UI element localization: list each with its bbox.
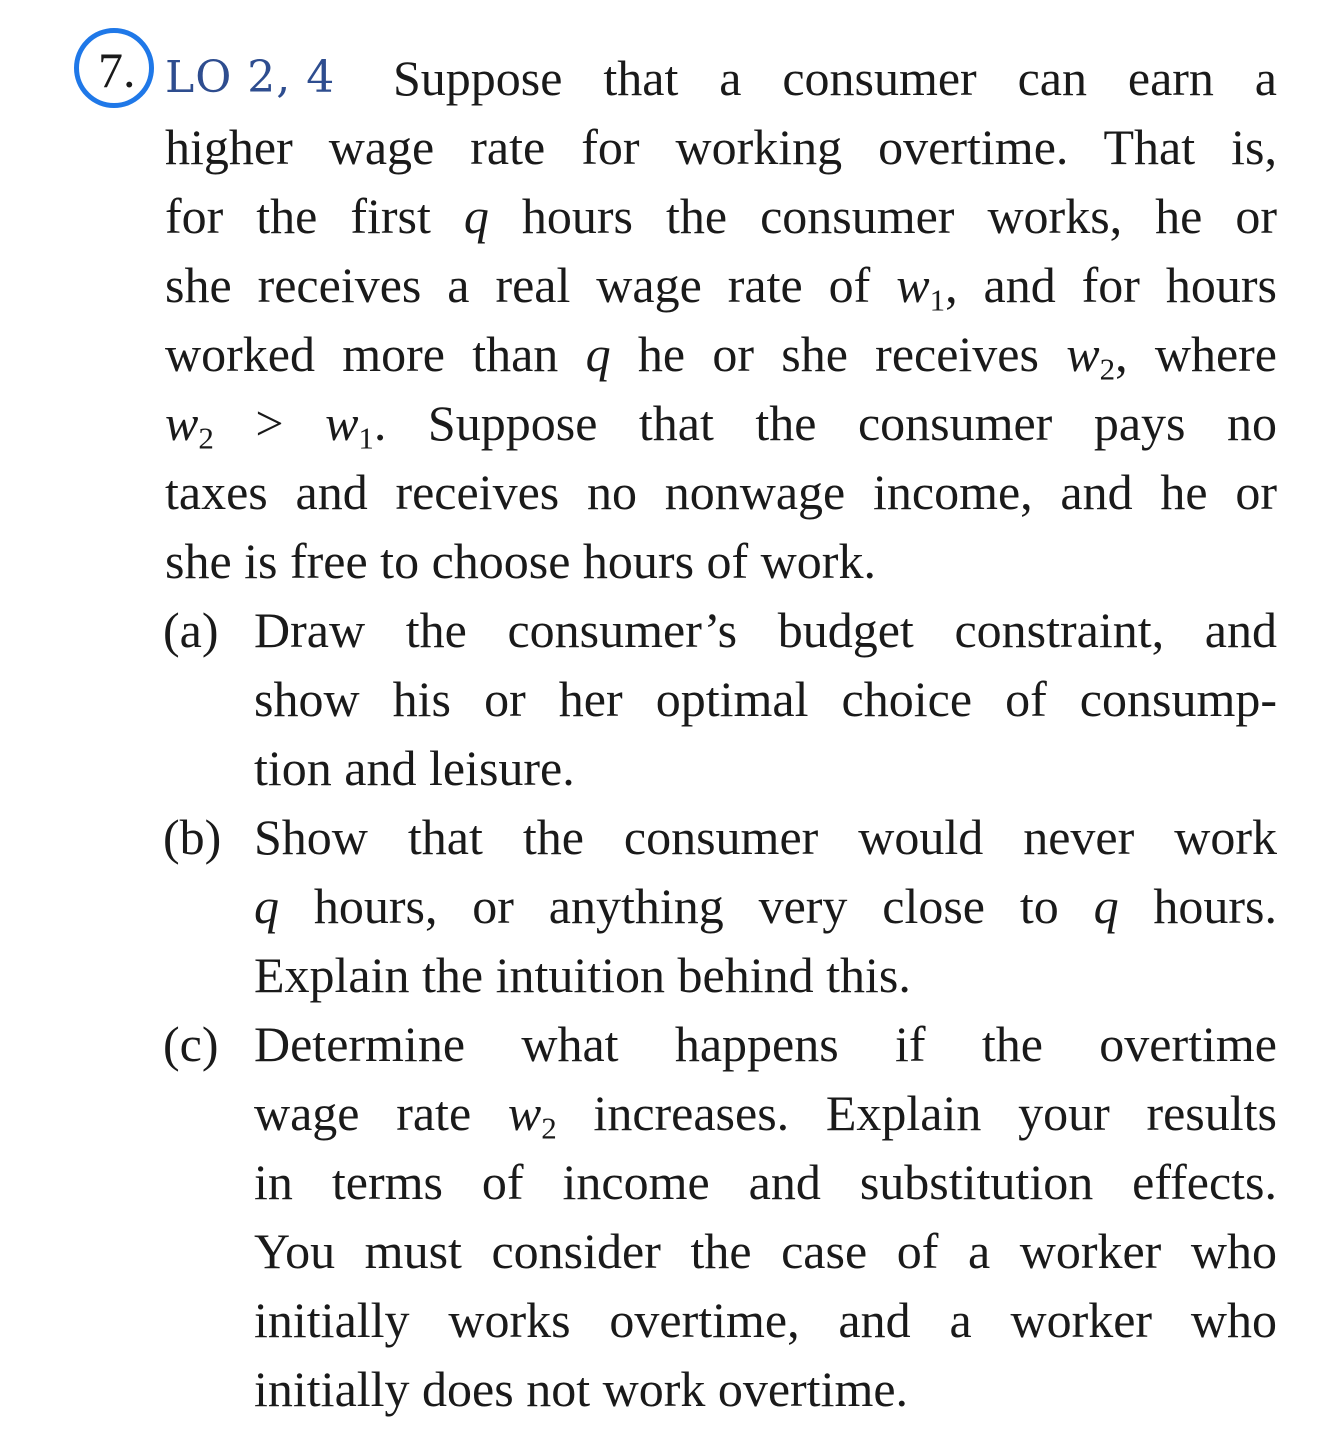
part-c-label: (c): [163, 1016, 219, 1072]
part-c-line: You must consider the case of a worker who: [254, 1223, 1277, 1279]
part-c-line: initially does not work overtime.: [254, 1361, 909, 1417]
intro-text-line: Suppose that a consumer can earn a: [393, 50, 1277, 106]
intro-text-line: for the first q hours the consumer works, he or: [165, 188, 1277, 244]
part-a-line: Draw the consumer’s budget constraint, and: [254, 602, 1277, 658]
part-b-line: Explain the intuition behind this.: [254, 947, 911, 1003]
part-b-line: Show that the consumer would never work: [254, 809, 1277, 865]
part-c-line: initially works overtime, and a worker who: [254, 1292, 1277, 1348]
learning-objective-tag: LO 2, 4: [165, 52, 336, 103]
part-c-line: Determine what happens if the overtime: [254, 1016, 1277, 1072]
part-a-line: show his or her optimal choice of consump-: [254, 671, 1277, 727]
problem-number-circled: [74, 28, 162, 116]
intro-text-line: she is free to choose hours of work.: [165, 533, 876, 589]
intro-text-line: taxes and receives no nonwage income, and he or: [165, 464, 1277, 520]
part-b-line: q hours, or anything very close to q hours.: [254, 878, 1278, 934]
part-a-line: tion and leisure.: [254, 740, 575, 796]
intro-text-line: she receives a real wage rate of $w_1$, and for hours: [165, 257, 1278, 318]
part-c-line: wage rate $w_2$ increases. Explain your results: [254, 1085, 1278, 1146]
part-c-line: in terms of income and substitution effects.: [254, 1154, 1277, 1210]
intro-text-line: worked more than q he or she receives $w_2$, where: [165, 326, 1277, 387]
intro-text-line: $w_2 > w_1$. Suppose that the consumer pays no: [165, 395, 1277, 456]
problem-number: 7.: [98, 42, 136, 98]
intro-text-line: higher wage rate for working overtime. That is,: [165, 119, 1277, 175]
part-a-label: (a): [163, 602, 219, 658]
part-b-label: (b): [163, 809, 222, 865]
intro-line-1: [165, 48, 1277, 108]
